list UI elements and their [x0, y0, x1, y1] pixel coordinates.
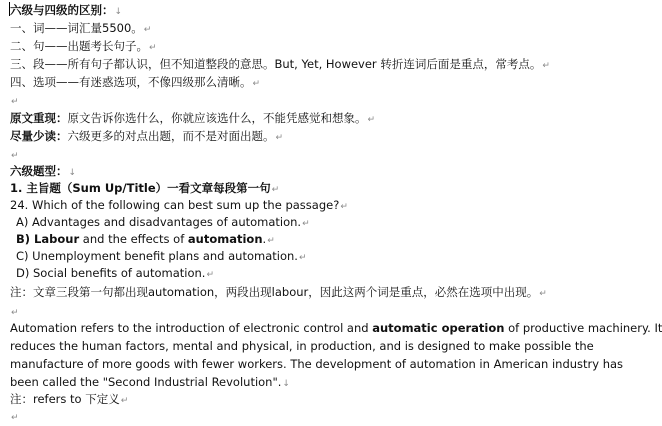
- heading-question-types-text: 六级题型：: [10, 164, 68, 178]
- question-24: [10, 197, 348, 213]
- diff-item-paragraph: [10, 56, 550, 72]
- passage-line-2-text: reduces the human factors, mental and physical, in production, and is designed to make possible the: [10, 339, 594, 353]
- option-c-text: C) Unemployment benefit plans and automation.: [16, 249, 298, 263]
- option-a-text: A) Advantages and disadvantages of automation.: [16, 215, 302, 229]
- passage-line-1-b: of productive machinery. It: [504, 321, 662, 335]
- heading-main-idea: [10, 180, 279, 196]
- heading-question-types: [10, 163, 76, 179]
- option-b-end: .: [262, 232, 267, 246]
- paragraph-mark: ↵: [120, 396, 129, 406]
- note-definition-text: 注：refers to 下定义: [10, 392, 120, 406]
- option-d: [16, 265, 214, 281]
- option-b-prefix: B): [16, 232, 35, 246]
- paragraph-mark: ↵: [275, 133, 284, 143]
- diff-item-options: [10, 74, 260, 90]
- diff-item-word: [10, 20, 151, 36]
- paragraph-mark: ↵: [11, 151, 19, 161]
- note-keywords-text: 注：文章三段第一句都出现automation，两段出现labour，因此这两个词是重点，必然在选项中出现。: [10, 285, 539, 299]
- option-b-keyword-labour: Labour: [34, 232, 80, 246]
- principle-reproduce: [10, 110, 375, 126]
- passage-line-3-text: manufacture of more goods with fewer workers. The development of automation in American industry has: [10, 357, 624, 371]
- paragraph-mark: ↵: [11, 308, 19, 318]
- empty-paragraph: [10, 92, 19, 108]
- paragraph-mark: ↵: [267, 236, 275, 246]
- diff-item-options-text: 四、选项——有迷惑选项，不像四级那么清晰。: [10, 75, 252, 89]
- empty-paragraph: [10, 146, 19, 162]
- passage-line-4: [10, 374, 590, 392]
- heading-differences-text: 六级与四级的区别：: [10, 3, 114, 17]
- paragraph-mark: ↵: [542, 61, 550, 71]
- paragraph-mark: ↵: [539, 289, 547, 299]
- option-b: [16, 231, 275, 247]
- paragraph-mark: ↵: [206, 270, 214, 280]
- principle-read-less-text: 六级更多的对点出题，而不是对面出题。: [67, 129, 275, 143]
- principle-read-less: [10, 128, 283, 144]
- line-break-mark: ↓: [114, 7, 123, 17]
- note-definition: [10, 391, 128, 407]
- diff-item-sentence: [10, 38, 157, 54]
- principle-reproduce-label: 原文重现：: [10, 111, 68, 125]
- passage-line-1: [10, 320, 662, 338]
- note-keywords: [10, 284, 547, 300]
- heading-differences: [10, 2, 122, 18]
- passage-keyword-automatic-operation: automatic operation: [372, 321, 505, 335]
- paragraph-mark: ↵: [367, 115, 376, 125]
- paragraph-mark: ↵: [271, 185, 280, 195]
- paragraph-mark: ↵: [11, 413, 19, 423]
- passage-line-4-text: been called the "Second Industrial Revolution".: [10, 375, 282, 389]
- option-b-middle: and the effects of: [79, 232, 188, 246]
- principle-read-less-label: 尽量少读：: [10, 129, 68, 143]
- option-a: [16, 214, 310, 230]
- question-24-text: 24. Which of the following can best sum up the passage?: [10, 198, 340, 212]
- empty-paragraph: [10, 408, 19, 424]
- option-d-text: D) Social benefits of automation.: [16, 266, 206, 280]
- paragraph-mark: ↵: [340, 202, 348, 212]
- line-break-mark: ↓: [282, 379, 290, 389]
- option-c: [16, 248, 307, 264]
- passage-line-2: [10, 338, 594, 356]
- paragraph-mark: ↵: [252, 79, 261, 89]
- principle-reproduce-text: 原文告诉你选什么，你就应该选什么，不能凭感觉和想象。: [67, 111, 367, 125]
- paragraph-mark: ↵: [149, 43, 157, 53]
- heading-main-idea-text: 1. 主旨题（Sum Up/Title）一看文章每段第一句: [10, 181, 271, 195]
- diff-item-paragraph-text: 三、段——所有句子都认识，但不知道整段的意思。But, Yet, However 转折连词后面是重点，常考点。: [10, 57, 542, 71]
- paragraph-mark: ↵: [143, 25, 152, 35]
- paragraph-mark: ↵: [302, 219, 310, 229]
- option-b-keyword-automation: automation: [187, 232, 263, 246]
- paragraph-mark: ↵: [11, 97, 19, 107]
- passage-line-3: [10, 356, 624, 374]
- passage-line-1-a: Automation refers to the introduction of electronic control and: [10, 321, 373, 335]
- diff-item-sentence-text: 二、句——出题考长句子。: [10, 39, 148, 53]
- paragraph-mark: ↵: [298, 253, 307, 263]
- empty-paragraph: [10, 303, 19, 319]
- diff-item-word-text: 一、词——词汇量5500。: [10, 21, 143, 35]
- line-break-mark: ↓: [68, 168, 77, 178]
